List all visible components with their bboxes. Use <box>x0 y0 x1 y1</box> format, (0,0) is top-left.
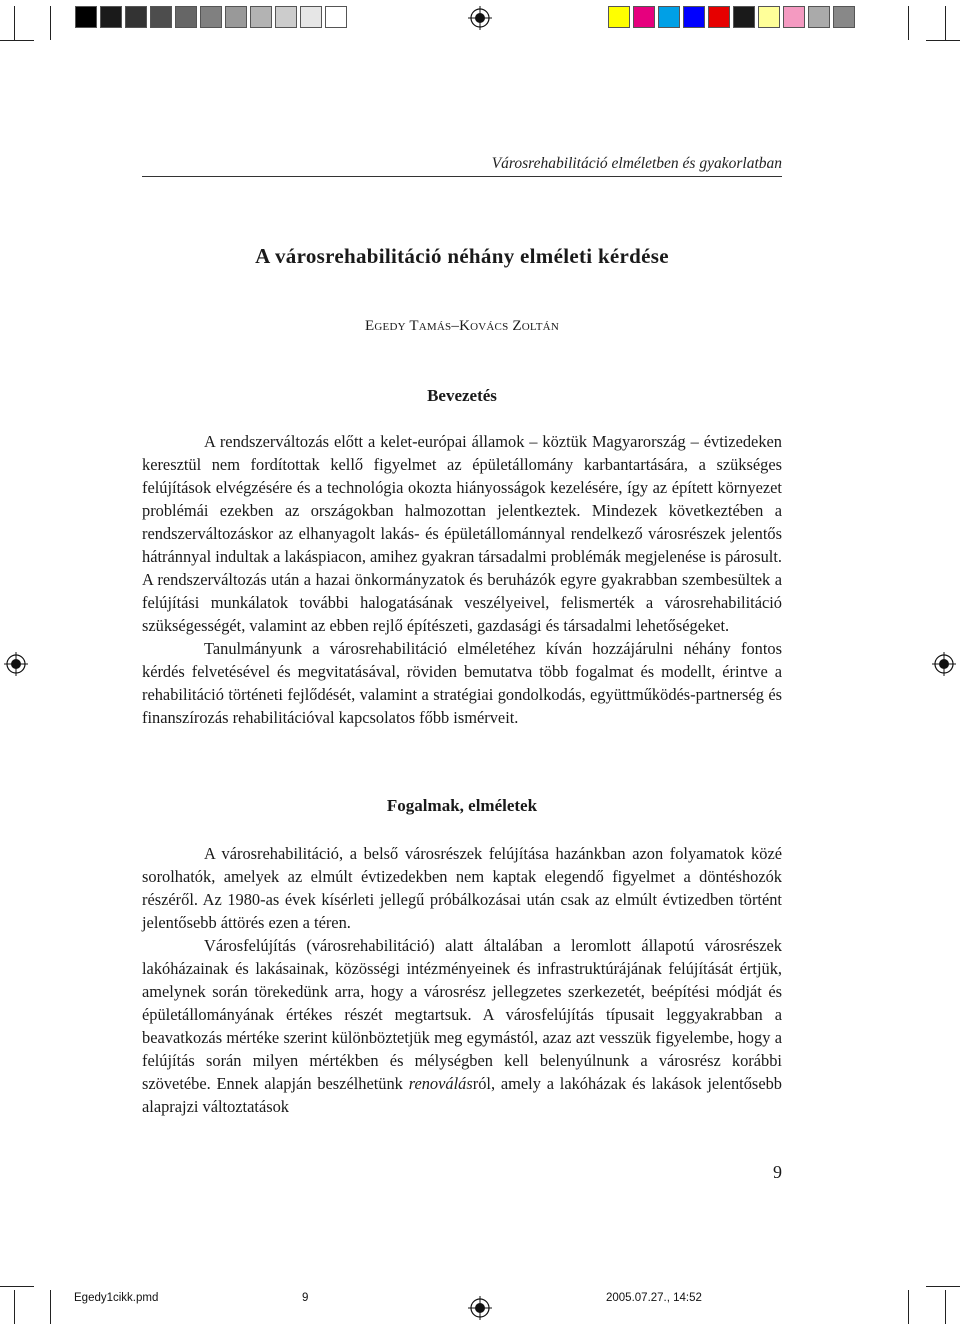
crop-mark <box>50 6 51 40</box>
grayscale-color-bar <box>75 6 350 28</box>
crop-mark <box>0 1286 34 1287</box>
italic-term: renoválás <box>408 1074 473 1093</box>
intro-text <box>142 430 782 729</box>
running-header: Városrehabilitáció elméletben és gyakorlatban <box>491 155 782 172</box>
paragraph: Tanulmányunk a városrehabilitáció elméletéhez kíván hozzájárulni néhány fontos kérdés felvetésével és megvitatásával, röviden bemutatva több fogalmat és modellt, érintve a rehabilitáció történeti fejlődését, valamint a stratégiai gondolkodás, együttműködés-partnerség és finanszírozás rehabilitációval kapcsolatos főbb ismérveit. <box>142 639 782 727</box>
crop-mark <box>926 1286 960 1287</box>
color-swatch <box>100 6 122 28</box>
crop-mark <box>926 40 960 41</box>
paragraph: A városrehabilitáció, a belső városrészek felújítása hazánkban azon folyamatok közé sorolhatók, amelyek az elmúlt évtizedekben nem kaptak elegendő figyelmet a döntéshozók részéről. Az 1980-as évek kísérleti jellegű próbálkozásai után csak az elmúlt évtizedben történt jelentősebb áttörés ezen a téren. <box>142 844 782 932</box>
crop-mark <box>908 6 909 40</box>
color-swatch <box>633 6 655 28</box>
crop-mark <box>0 40 34 41</box>
color-swatch <box>300 6 322 28</box>
color-swatch <box>658 6 680 28</box>
section-heading-concepts: Fogalmak, elméletek <box>386 796 538 815</box>
article-title: A városrehabilitáció néhány elméleti kérdése <box>255 244 669 268</box>
footer-filename: Egedy1cikk.pmd <box>74 1292 159 1304</box>
color-swatch <box>250 6 272 28</box>
crop-mark <box>14 1290 15 1324</box>
color-swatch <box>200 6 222 28</box>
color-swatch <box>808 6 830 28</box>
color-swatch <box>708 6 730 28</box>
concepts-text <box>142 842 782 1118</box>
crop-mark <box>945 1290 946 1324</box>
header-rule <box>142 176 782 177</box>
color-swatch <box>225 6 247 28</box>
section-heading-intro: Bevezetés <box>427 386 497 405</box>
color-swatch <box>150 6 172 28</box>
page-number: 9 <box>773 1162 782 1182</box>
text-run: ról, amely a lakóházak és lakások jelentősebb alaprajzi változtatások <box>142 1074 782 1116</box>
crop-mark <box>945 6 946 40</box>
paragraph: A rendszerváltozás előtt a kelet-európai államok – köztük Magyarország – évtizedeken keresztül nem fordítottak kellő figyelmet az épületállomány karbantartására, a szükséges felújítások elvégzésére és a technológia okozta hiányosságok kezelésére, így az épített környezet problémái ezekben az országokban halmozottan jelentkeztek. Mindezek következtében a rendszerváltozáskor az elhanyagolt lakás- és épületállománnyal rendelkező városrészek jelentős hátránnyal indultak a lakáspiacon, amihez gyakran társadalmi problémák megjelenése is párosult. A rendszerváltozás után a hazai önkormányzatok és beruházók egyre gyakrabban szembesültek a felújítási munkálatok további halogatásának veszélyeivel, felismerték a városrehabilitáció szükségességét, valamint az ebben rejlő építészeti, gazdasági és társadalmi lehetőségeket. <box>142 432 782 635</box>
color-swatch <box>325 6 347 28</box>
color-swatch <box>125 6 147 28</box>
color-swatch <box>175 6 197 28</box>
article-authors: Egedy Tamás–Kovács Zoltán <box>365 318 559 334</box>
color-swatch <box>783 6 805 28</box>
crop-mark <box>50 1290 51 1324</box>
color-swatch <box>608 6 630 28</box>
crop-mark <box>14 6 15 40</box>
color-swatch <box>75 6 97 28</box>
color-swatch <box>275 6 297 28</box>
text-run: Városfelújítás (városrehabilitáció) alatt általában a leromlott állapotú városrészek lakóházainak és lakásainak, közösségi intézményeinek és infrastruktúrájának felújítását értjük, amelynek során törekedünk arra, hogy a városrész jellegzetes szerkezetét, beépítési módját és épületállományának értékes részét megtartsuk. A városfelújítás típusait leggyakrabban a beavatkozás mértéke szerint különböztetjük meg egymástól, azaz azt vesszük figyelembe, hogy a felújítás során milyen mértékben és mélységben kell belenyúlnunk a városrész korábbi szövetébe. Ennek alapján beszélhetünk <box>142 936 782 1093</box>
crosshair-registration-icon <box>932 652 956 676</box>
paragraph <box>142 934 782 1118</box>
crosshair-registration-icon <box>468 6 492 30</box>
color-swatch <box>758 6 780 28</box>
color-swatch <box>683 6 705 28</box>
color-swatch <box>833 6 855 28</box>
crop-mark <box>908 1290 909 1324</box>
color-swatch <box>733 6 755 28</box>
crosshair-registration-icon <box>4 652 28 676</box>
footer-timestamp: 2005.07.27., 14:52 <box>606 1292 702 1304</box>
crosshair-registration-icon <box>468 1296 492 1320</box>
footer-page: 9 <box>302 1292 309 1304</box>
cmyk-color-bar <box>608 6 858 28</box>
